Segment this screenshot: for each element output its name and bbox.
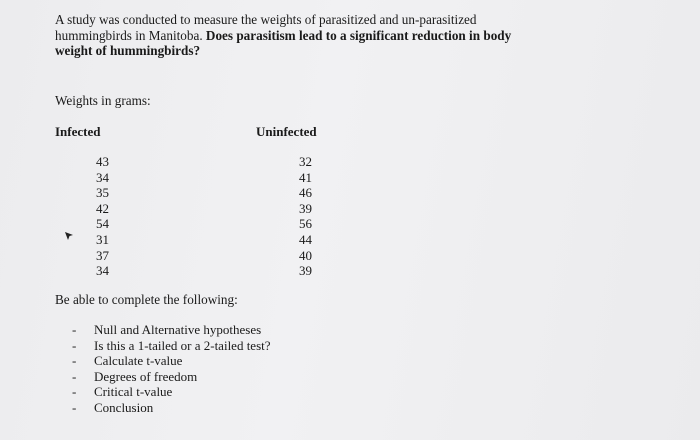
uninfected-value: 56 [299, 216, 312, 232]
uninfected-value: 32 [299, 154, 312, 169]
mouse-pointer-icon [64, 231, 74, 241]
infected-value: 31 [96, 231, 109, 247]
infected-column [79, 154, 109, 279]
list-item [72, 353, 271, 369]
uninfected-value: 44 [299, 231, 312, 247]
bullet-dash: - [72, 322, 77, 337]
list-item [72, 369, 271, 385]
task-label: Degrees of freedom [94, 368, 198, 384]
infected-value: 35 [96, 185, 109, 201]
task-label: Conclusion [94, 399, 154, 415]
bullet-dash: - [72, 399, 77, 415]
uninfected-header: Uninfected [256, 124, 317, 139]
infected-value: 37 [96, 247, 109, 263]
infected-value: 42 [96, 200, 109, 216]
task-label: Critical t-value [94, 384, 173, 400]
task-list [72, 322, 271, 416]
infected-value: 54 [96, 216, 109, 232]
research-question: Does parasitism lead to a significant reduction in body weight of hummingbirds? [55, 27, 512, 58]
list-item [72, 400, 271, 416]
bullet-dash: - [72, 368, 77, 384]
task-label: Null and Alternative hypotheses [94, 322, 262, 337]
list-item [72, 322, 271, 338]
instructions-label: Be able to complete the following: [55, 292, 238, 307]
task-label: Calculate t-value [94, 353, 183, 369]
infected-value: 34 [96, 263, 109, 279]
bullet-dash: - [72, 384, 77, 400]
uninfected-value: 40 [299, 247, 312, 263]
problem-statement [55, 12, 535, 59]
infected-header: Infected [55, 124, 101, 139]
uninfected-value: 39 [299, 200, 312, 216]
infected-value: 43 [96, 154, 109, 169]
list-item [72, 384, 271, 400]
weights-label: Weights in grams: [55, 93, 151, 108]
task-label: Is this a 1-tailed or a 2-tailed test? [94, 337, 271, 353]
uninfected-value: 46 [299, 185, 312, 201]
uninfected-value: 41 [299, 169, 312, 185]
list-item [72, 338, 271, 354]
uninfected-column [282, 154, 312, 279]
bullet-dash: - [72, 353, 77, 369]
infected-value: 34 [96, 169, 109, 185]
uninfected-value: 39 [299, 263, 312, 279]
intro-text: A study was conducted to measure the weights of parasitized and un-parasitized hummingbirds in Manitoba. [55, 12, 477, 43]
bullet-dash: - [72, 337, 77, 353]
